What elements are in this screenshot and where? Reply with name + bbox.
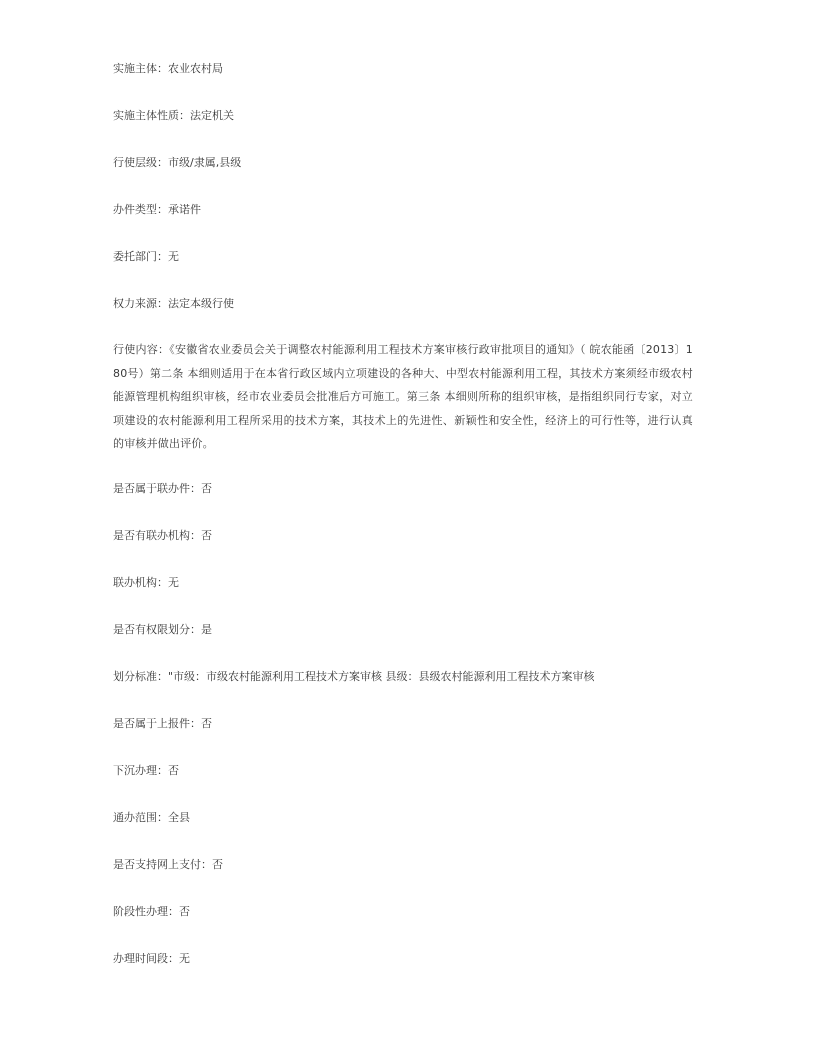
field-value: 市级/隶属,县级 (168, 156, 242, 169)
field-label: 权力来源： (113, 297, 168, 310)
field-online-payment (113, 855, 693, 874)
field-label: 办件类型： (113, 203, 168, 216)
field-label: 委托部门： (113, 250, 168, 263)
field-value: 否 (201, 481, 212, 495)
field-label: 是否有联办机构： (113, 528, 201, 542)
field-phased-handling (113, 902, 693, 921)
field-joint-agency (113, 573, 693, 592)
field-value: 承诺件 (168, 203, 201, 216)
field-value: "市级：市级农村能源利用工程技术方案审核 县级：县级农村能源利用工程技术方案审核 (168, 669, 595, 683)
field-label: 是否属于上报件： (113, 716, 201, 730)
field-implementing-body (113, 59, 693, 78)
field-value: 无 (168, 250, 179, 263)
field-label: 是否属于联办件： (113, 481, 201, 495)
field-label: 实施主体： (113, 62, 168, 75)
field-label: 行使内容： (113, 343, 170, 356)
field-label: 划分标准： (113, 669, 168, 683)
field-value: 全县 (168, 810, 190, 824)
field-value: 否 (168, 763, 179, 777)
field-exercise-level (113, 153, 693, 172)
field-has-authority-division (113, 620, 693, 639)
field-value: 法定本级行使 (168, 297, 234, 310)
field-value: 否 (201, 716, 212, 730)
field-label: 下沉办理： (113, 763, 168, 777)
field-reported-case (113, 714, 693, 733)
field-label: 是否有权限划分： (113, 622, 201, 636)
field-implementing-body-nature (113, 106, 693, 125)
field-case-type (113, 200, 693, 219)
field-entrusted-department (113, 247, 693, 266)
field-universal-scope (113, 808, 693, 827)
exercise-content-text: 《安徽省农业委员会关于调整农村能源利用工程技术方案审核行政审批项目的通知》（ 皖农能函〔2013〕180号）第二条 本细则适用于在本省行政区域内立项建设的各种大、中型农村能源利用工程，其技术方案须经市级农村能源管理机构组织审核，经市农业委员会批准后方可施工。第三条 本细则所称的组织审核，是指组织同行专家，对立项建设的农村能源利用工程所采用的技术方案，其技术上的先进性、新颖性和安全性，经济上的可行性等，进行认真的审核并做出评价。 (113, 343, 693, 450)
field-value: 是 (201, 622, 212, 636)
field-sink-handling (113, 761, 693, 780)
field-handling-time-period (113, 949, 693, 968)
field-exercise-content (113, 338, 693, 456)
field-power-source (113, 294, 693, 313)
field-label: 行使层级： (113, 156, 168, 169)
field-joint-case (113, 479, 693, 498)
field-label: 实施主体性质： (113, 109, 190, 122)
field-label: 是否支持网上支付： (113, 857, 212, 871)
field-value: 无 (179, 951, 190, 965)
field-has-joint-agency (113, 526, 693, 545)
document-body (113, 59, 693, 968)
field-value: 法定机关 (190, 109, 234, 122)
field-division-standard (113, 667, 693, 686)
field-label: 阶段性办理： (113, 904, 179, 918)
field-value: 否 (179, 904, 190, 918)
field-label: 通办范围： (113, 810, 168, 824)
field-value: 农业农村局 (168, 62, 223, 75)
field-label: 联办机构： (113, 575, 168, 589)
field-value: 否 (212, 857, 223, 871)
field-value: 无 (168, 575, 179, 589)
field-label: 办理时间段： (113, 951, 179, 965)
field-value: 否 (201, 528, 212, 542)
